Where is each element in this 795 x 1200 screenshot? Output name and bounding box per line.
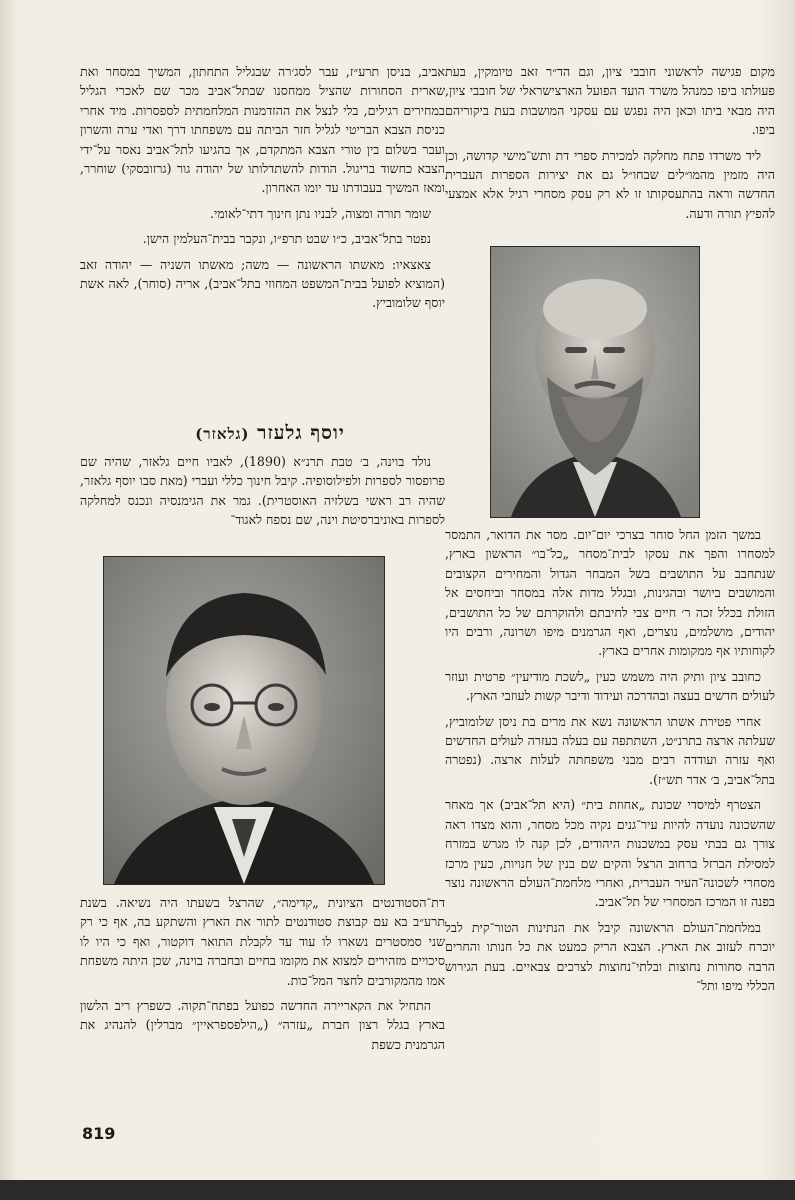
paragraph: כחובב ציון ותיק היה משמש כעין „לשכת מודיעין״ פרטית ועוזר לעולים חדשים בעצה ובהדרכה ועידוד ודיבר קשות לעוזבי הארץ. <box>445 668 775 704</box>
paragraph: במלחמת־העולם הראשונה קיבל את הנתינות הטור־קית לבל יוכרח לעזוב את הארץ. הצבא הריק כמעט את כל חנותו והחרים הרבה סחורות נחוצות ובלתי־נחוצות לצרכים צבאיים. בעת הגירוש הכללי מיפו ותל־ <box>445 919 775 993</box>
section-heading-alt-name: (גלאזר) <box>195 425 250 443</box>
paragraph: שומר תורה ומצוה, לבניו נתן חינוך דתי־לאומי. <box>209 205 431 221</box>
paragraph: דת־הסטודנטים הציונית „קדימה״, שהרצל בשעתו היה נשיאה. בשנת תרע״ב בא עם קבוצת סטודנטים לתור את הארץ והשתקע בה, אף כי רק שני סמסטרים נשארו לו עוד עד לקבלת התואר דוקטור, ואף כי היו לו סיכויים מזהירים למצוא את מקומו בחיים ובחברה בוינה, שכן היתה משפחת אמו מהמקורבים לחצר המל־כות. <box>80 895 445 988</box>
right-column-top <box>445 62 775 229</box>
paragraph: נולד בוינה, ב׳ טבת תרנ״א (1890), לאביו חיים גלאזר, שהיה שם פרופסור לספרות ולפילוסופיה. קיבל חינוך כללי ועברי (מאת סבו יוסף גלאזר, שהיה רב ראשי בשלזיה האוסטרית). גמר את הגימנסיה ונכנס למחלקה לספרות באוניברסיטת וינה, שם נספח לאגוד־ <box>80 454 445 528</box>
paragraph: נפטר בתל־אביב, כ״ו שבט תרפ״ו, ונקבר בבית־העלמין הישן. <box>142 231 431 247</box>
paragraph: הצטרף למיסדי שכונת „אחוזת בית״ (היא תל־אביב) אך מאחר שהשכונה נועדה להיות עיר־גנים נקיה מכל מסחר, והוא מצדו ראה צורך גם בבתי עסק במשכנות היהודים, לכן קנה לו מגרש במזרח למסילת הברזל ברחוב הרצל והקים שם בנין של חנויות, כעין מרכז מסחרי לשכונה־העיר העברית, ואחרי מלחמת־העולם הראשונה נוצר בפנה זו המרכז המסחרי של תל־אביב. <box>445 797 775 910</box>
left-column-mid <box>80 452 445 536</box>
paragraph: אביב, בניסן תרע״ז, עבר לסג׳רה שבגליל התחתון, המשיך במסחר ואת שארית הסחורות שהציל ממחסנו שבתל־אביב מכר שם לאכרי הגליל במחירים רגילים, בלי לנצל את ההזדמנות המלחמתית לספסרות. מיד אחרי כניסת הצבא הבריטי לגליל חזר הביתה עם משפחתו דרך ואדי ערה והשרון ועבר בשלום בין טורי הצבא המתקדם, אך בהגיעו לתל־אביב נאסר על־ידי הצבא כחשוד בריגול. הודות להשתדלותו של יהודה גור (גרזובסקי) שוחרר, ומאז המשיך בעבודתו עד יומו האחרון. <box>80 64 445 196</box>
scan-edge-bar <box>0 1180 795 1200</box>
paragraph: ליד משרדו פתח מחלקה למכירת ספרי דת ותש־מישי קדושה, וכן היה מזמין מהמו״לים שבחו״ל גם את יצירות הספרות העברית החדשה וראה בהתעסקותו זו לא רק עסק מסחרי רגיל אלא אמצעי להפיץ תורה ודעה. <box>445 147 775 221</box>
section-heading-name: יוסף גלעזר <box>257 422 345 444</box>
paragraph: מקום פגישה לראשוני חובבי ציון, וגם הד״ר זאב טיומקין, בעת פעולתו ביפו כמנהל משרד הועד הפועל הארצישראלי של חובבי ציון, היה מבאי ביתו וכאן היה נפגש עם עסקני המושבות בעת ביקוריהם ביפו. <box>445 64 775 138</box>
left-column-top <box>80 62 445 319</box>
portrait-photo-bearded-man <box>490 246 700 518</box>
section-heading <box>100 422 440 445</box>
left-column-bottom <box>80 893 445 1060</box>
portrait-bearded-man-image <box>491 247 699 517</box>
page-number: 819 <box>82 1124 116 1143</box>
portrait-man-glasses-image <box>104 557 384 884</box>
paragraph: אחרי פטירת אשתו הראשונה נשא את מרים בת ניסן שלומוביץ, שעלתה ארצה בתרנ״ט, השתתפה עם בעלה בעזרה לעולים החדשים ואף עזרה ועודדה רבים מבני משפחתה לעלות ארצה. (נפטרה בתל־אביב, ב׳ אדר תש״ז). <box>445 713 775 787</box>
right-column-bottom <box>445 525 775 1001</box>
paragraph: התחיל את הקאריירה החדשה כפועל בפתח־תקוה. כשפרץ ריב הלשון בארץ בגלל רצון חברת „עזרה״ („הילפספראיין״ מברלין) להנהיג את הגרמנית כשפת <box>80 998 445 1052</box>
paragraph: במשך הזמן החל סוחר בצרכי יום־יום. מסר את הדואר, התמסר למסחרו והפך את עסקו לבית־מסחר „כל־בו״ הראשון בארץ, שנתחבב על התושבים בשל המבחר הגדול והמחירים הקצובים והמושבים ביושר ובהגינות, ובגלל מדות אלה במסחר וביחסים אל הזולת בכלל זכה ר׳ חיים צבי לחיבתם ולהוקרתם של כל התושבים, יהודים, מושלמים, נוצרים, ואף הגרמנים מיפו ושרונה, ורבים היו לקוחותיו אף ממקומות אחרים בארץ. <box>445 527 775 659</box>
paragraph: צאצאיו: מאשתו הראשונה — משה; מאשתו השניה — יהודה זאב (המוציא לפועל בבית־המשפט המחוזי בתל־אביב), אריה (סוחר), לאה אשת יוסף שלומוביץ. <box>80 256 445 311</box>
portrait-photo-man-with-glasses <box>103 556 385 885</box>
